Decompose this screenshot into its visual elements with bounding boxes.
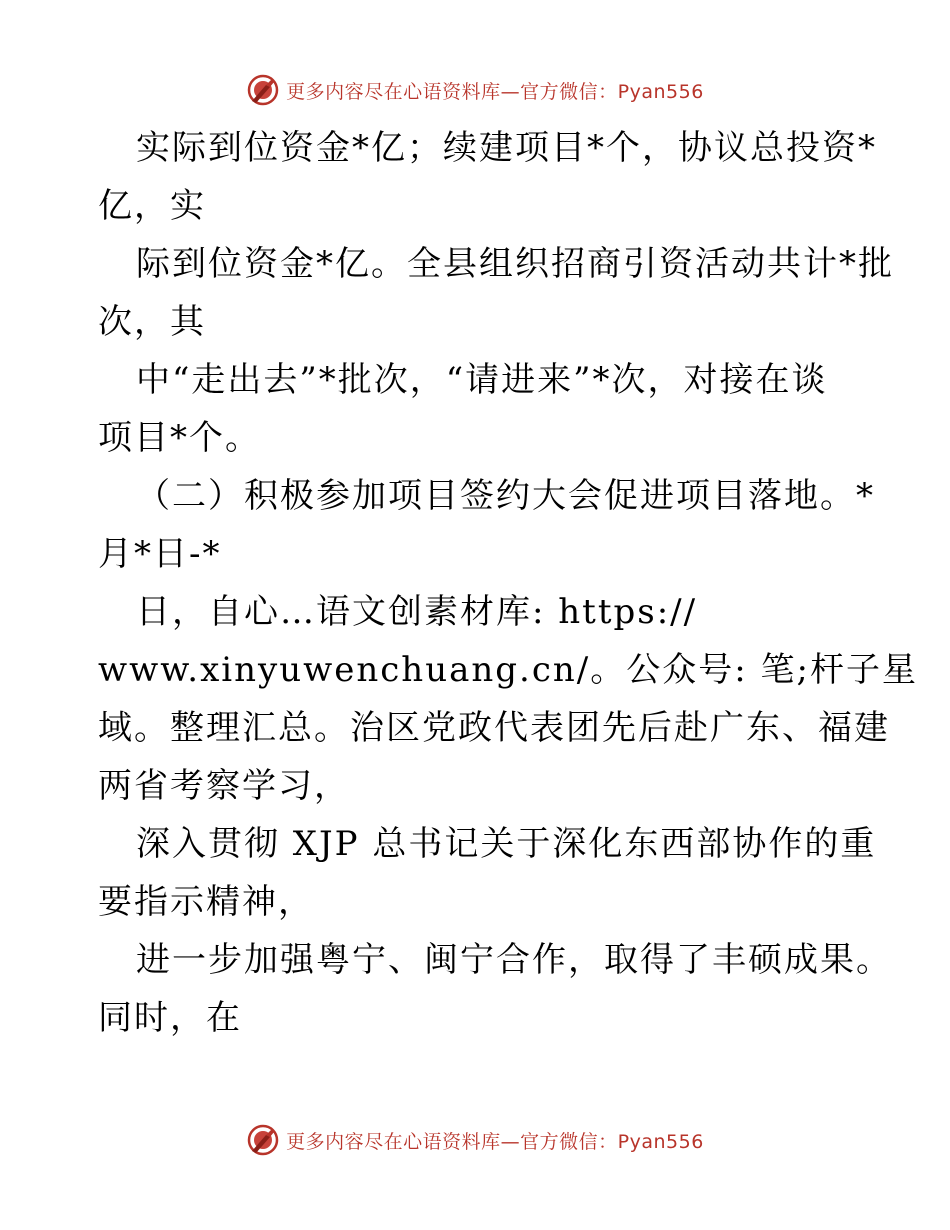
body-line-10: www.xinyuwenchuang.cn/。公众号: 笔;杆子星: [98, 650, 918, 690]
header-banner: [0, 70, 950, 110]
body-line-16: 同时，在: [98, 998, 242, 1038]
body-line-14: 要指示精神，: [98, 882, 314, 922]
body-line-8: 月*日-*: [98, 534, 222, 574]
body-line-3: 际到位资金*亿。全县组织招商引资活动共计*批: [136, 244, 894, 284]
body-line-1: 实际到位资金*亿；续建项目*个，协议总投资*: [136, 128, 877, 168]
writing-pen-logo-icon: [246, 73, 280, 107]
footer-banner-text: 更多内容尽在心语资料库—官方微信：Pyan556: [286, 1130, 704, 1153]
body-line-6: 项目*个。: [98, 418, 261, 458]
body-line-13: 深入贯彻 XJP 总书记关于深化东西部协作的重: [136, 824, 877, 864]
body-line-12: 两省考察学习，: [98, 766, 350, 806]
body-line-4: 次，其: [98, 302, 206, 342]
header-banner-text: 更多内容尽在心语资料库—官方微信：Pyan556: [286, 80, 704, 103]
body-line-2: 亿，实: [98, 186, 206, 226]
writing-pen-logo-icon: [246, 1123, 280, 1157]
body-line-7: （二）积极参加项目签约大会促进项目落地。*: [136, 476, 875, 516]
body-line-9: 日，自心…语文创素材库: https://: [136, 592, 698, 632]
footer-banner: [0, 1120, 950, 1160]
body-line-11: 域。整理汇总。治区党政代表团先后赴广东、福建: [98, 708, 890, 748]
body-line-5: 中“走出去”*批次，“请进来”*次，对接在谈: [136, 360, 828, 400]
body-line-15: 进一步加强粤宁、闽宁合作，取得了丰硕成果。: [136, 940, 892, 980]
